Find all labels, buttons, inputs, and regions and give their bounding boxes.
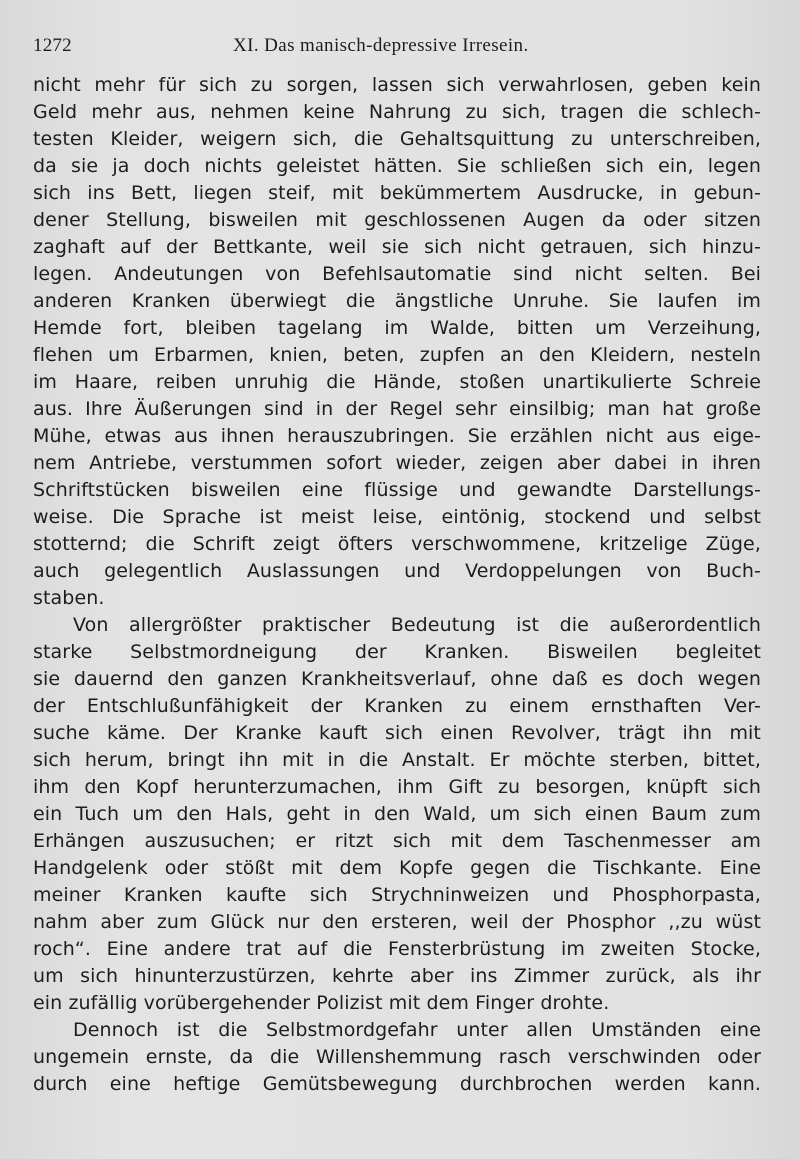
page-number: 1272 — [33, 35, 72, 56]
text-line: nem Antriebe, verstummen sofort wieder, zeigen aber dabei in ihren — [33, 452, 761, 474]
text-line: Schriftstücken bisweilen eine flüssige und gewandte Darstellungs- — [33, 479, 761, 501]
text-line: Erhängen auszusuchen; er ritzt sich mit dem Taschenmesser am — [33, 830, 761, 852]
text-line: Von allergrößter praktischer Bedeutung ist die außerordentlich — [73, 614, 761, 636]
running-header — [33, 30, 760, 62]
text-line: ihm den Kopf herunterzumachen, ihm Gift zu besorgen, knüpft sich — [33, 776, 761, 798]
text-line: um sich hinunterzustürzen, kehrte aber ins Zimmer zurück, als ihr — [33, 965, 761, 987]
text-line: zaghaft auf der Bettkante, weil sie sich nicht getrauen, sich hinzu- — [33, 236, 761, 258]
text-line: ungemein ernste, da die Willenshemmung rasch verschwinden oder — [33, 1046, 761, 1068]
text-line: nahm aber zum Glück nur den ersteren, weil der Phosphor ,,zu wüst — [33, 911, 761, 933]
text-line: ein Tuch um den Hals, geht in den Wald, um sich einen Baum zum — [33, 803, 761, 825]
text-line: Handgelenk oder stößt mit dem Kopfe gegen die Tischkante. Eine — [33, 857, 761, 879]
paragraph-2 — [33, 612, 761, 1017]
text-line: sich herum, bringt ihn mit in die Anstalt. Er möchte sterben, bittet, — [33, 749, 761, 771]
text-line: anderen Kranken überwiegt die ängstliche Unruhe. Sie laufen im — [33, 290, 761, 312]
text-line: weise. Die Sprache ist meist leise, eintönig, stockend und selbst — [33, 506, 761, 528]
text-line: auch gelegentlich Auslassungen und Verdoppelungen von Buch- — [33, 560, 761, 582]
paragraph-1 — [33, 72, 761, 612]
text-line: im Haare, reiben unruhig die Hände, stoßen unartikulierte Schreie — [33, 371, 761, 393]
text-line: flehen um Erbarmen, knien, beten, zupfen an den Kleidern, nesteln — [33, 344, 761, 366]
text-line: nicht mehr für sich zu sorgen, lassen sich verwahrlosen, geben kein — [33, 74, 761, 96]
body-text — [33, 72, 761, 1098]
text-line: da sie ja doch nichts geleistet hätten. Sie schließen sich ein, legen — [33, 155, 761, 177]
text-line: stotternd; die Schrift zeigt öfters verschwommene, kritzelige Züge, — [33, 533, 761, 555]
text-line: der Entschlußunfähigkeit der Kranken zu einem ernsthaften Ver- — [33, 695, 761, 717]
text-line: roch“. Eine andere trat auf die Fensterbrüstung im zweiten Stocke, — [33, 938, 761, 960]
paragraph-3 — [33, 1017, 761, 1098]
text-line: dener Stellung, bisweilen mit geschlossenen Augen da oder sitzen — [33, 209, 761, 231]
text-line: starke Selbstmordneigung der Kranken. Bisweilen begleitet — [33, 641, 761, 663]
text-line: meiner Kranken kaufte sich Strychninweizen und Phosphorpasta, — [33, 884, 761, 906]
text-line: testen Kleider, weigern sich, die Gehaltsquittung zu unterschreiben, — [33, 128, 761, 150]
text-line: suche käme. Der Kranke kauft sich einen Revolver, trägt ihn mit — [33, 722, 761, 744]
text-line: Dennoch ist die Selbstmordgefahr unter allen Umständen eine — [73, 1019, 761, 1041]
text-line: sie dauernd den ganzen Krankheitsverlauf, ohne daß es doch wegen — [33, 668, 761, 690]
text-line: Mühe, etwas aus ihnen herauszubringen. Sie erzählen nicht aus eige- — [33, 425, 761, 447]
text-line: Hemde fort, bleiben tagelang im Walde, bitten um Verzeihung, — [33, 317, 761, 339]
text-line: ein zufällig vorübergehender Polizist mit dem Finger drohte. — [33, 992, 610, 1014]
text-line: Geld mehr aus, nehmen keine Nahrung zu sich, tragen die schlech- — [33, 101, 761, 123]
text-line: aus. Ihre Äußerungen sind in der Regel sehr einsilbig; man hat große — [33, 398, 761, 420]
text-line: legen. Andeutungen von Befehlsautomatie sind nicht selten. Bei — [33, 263, 761, 285]
text-line: durch eine heftige Gemütsbewegung durchbrochen werden kann. — [33, 1073, 761, 1095]
text-line: staben. — [33, 587, 105, 609]
text-line: sich ins Bett, liegen steif, mit bekümmertem Ausdrucke, in gebun- — [33, 182, 761, 204]
chapter-title: XI. Das manisch-depressive Irresein. — [233, 35, 529, 56]
